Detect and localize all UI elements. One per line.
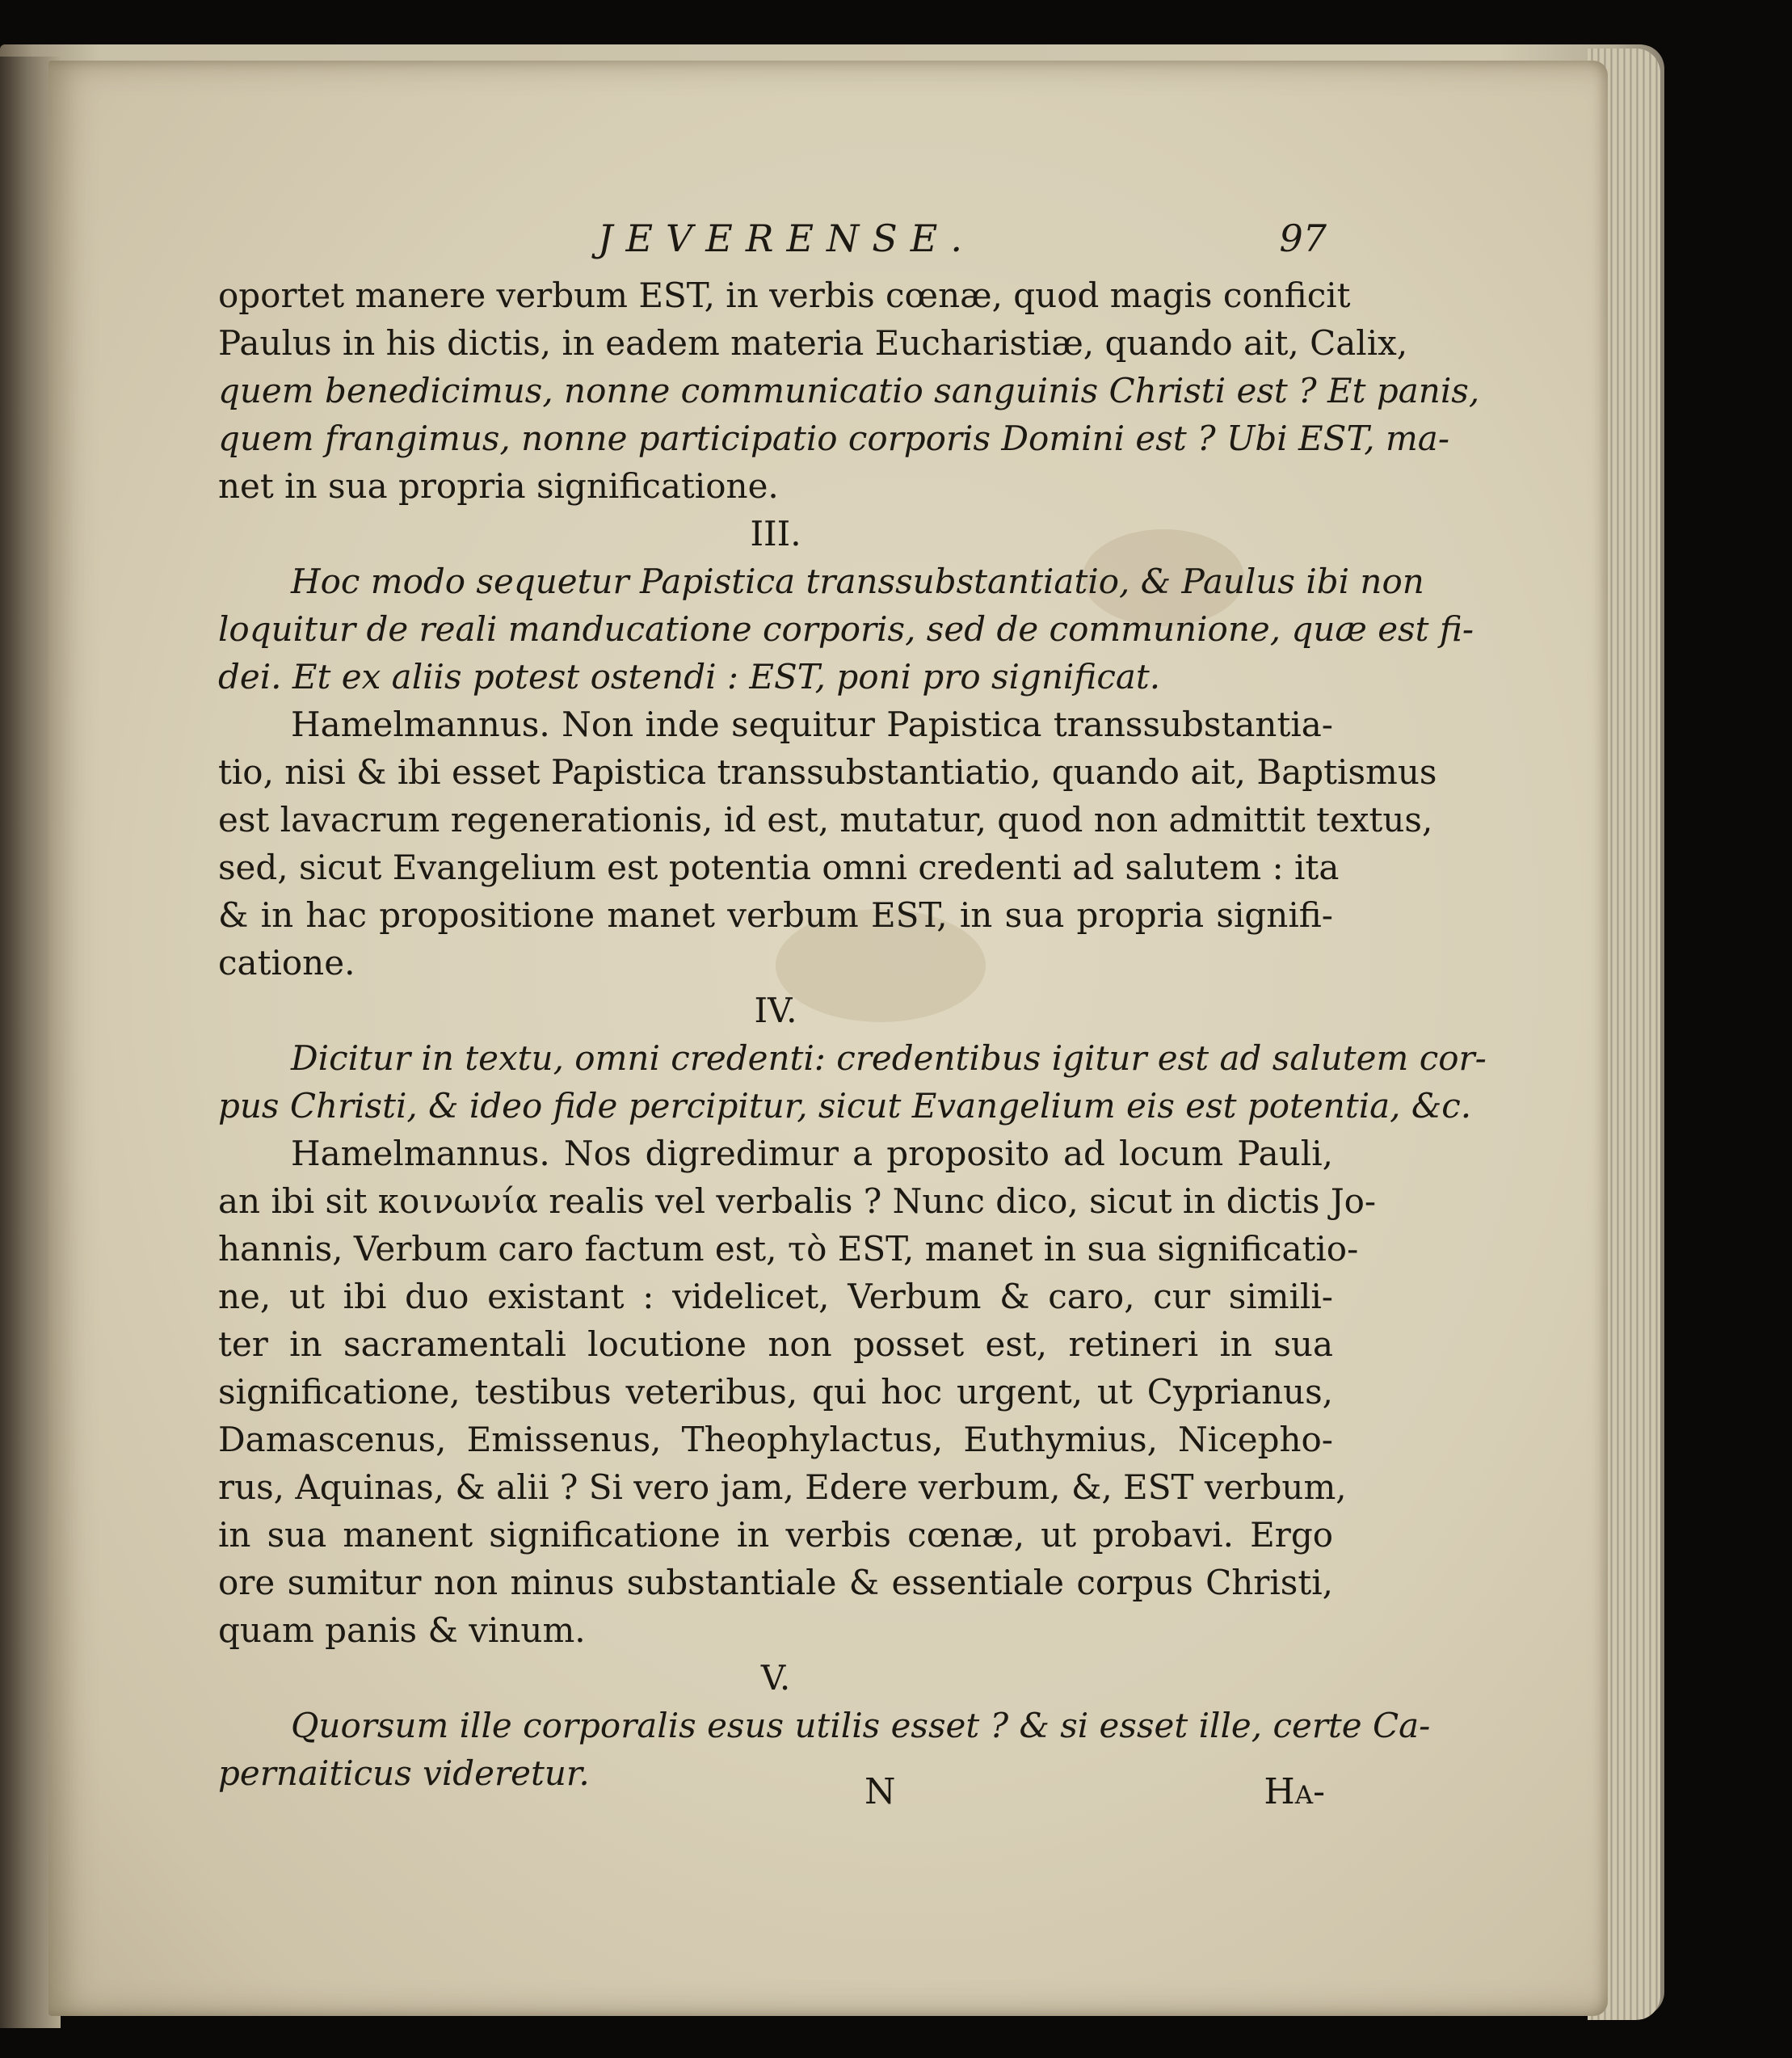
text-line: Hoc modo sequetur Papistica transsubstantiatio, & Paulus ibi non: [291, 562, 1424, 601]
section-heading-iv: IV.: [754, 991, 797, 1030]
text-line: ter in sacramentali locutione non posset est, retineri in sua: [218, 1324, 1333, 1364]
text-line: est lavacrum regenerationis, id est, mutatur, quod non admittit textus,: [218, 800, 1433, 840]
text-line: & in hac propositione manet verbum EST, in sua propria signifi-: [218, 895, 1333, 935]
page-footer: [218, 1771, 1333, 1820]
text-line: Hamelmannus. Nos digredimur a proposito ad locum Pauli,: [291, 1134, 1333, 1173]
text-line: ore sumitur non minus substantiale & essentiale corpus Christi,: [218, 1563, 1333, 1602]
text-line: Hamelmannus. Non inde sequitur Papistica transsubstantia-: [291, 705, 1333, 744]
text-line: Quorsum ille corporalis esus utilis esset ? & si esset ille, certe Ca-: [291, 1706, 1431, 1745]
text-line: quem frangimus, nonne participatio corporis Domini est ? Ubi EST, ma-: [218, 419, 1450, 458]
text-line: significatione, testibus veteribus, qui hoc urgent, ut Cyprianus,: [218, 1372, 1333, 1412]
catchword: Ha-: [1264, 1771, 1325, 1812]
text-line: pus Christi, & ideo fide percipitur, sicut Evangelium eis est potentia, &c.: [218, 1086, 1472, 1126]
text-line: net in sua propria significatione.: [218, 466, 779, 506]
text-line: loquitur de reali manducatione corporis, sed de communione, quæ est fi-: [218, 609, 1474, 649]
running-head: JEVERENSE.: [598, 217, 975, 260]
text-line: pernaiticus videretur.: [218, 1753, 590, 1793]
text-line: in sua manent significatione in verbis cœnæ, ut probavi. Ergo: [218, 1515, 1333, 1555]
text-line: sed, sicut Evangelium est potentia omni credenti ad salutem : ita: [218, 848, 1340, 887]
section-heading-iii: III.: [750, 514, 801, 553]
text-line: Dicitur in textu, omni credenti: credentibus igitur est ad salutem cor-: [291, 1038, 1487, 1078]
text-line: Damascenus, Emissenus, Theophylactus, Euthymius, Nicepho-: [218, 1420, 1333, 1459]
text-line: hannis, Verbum caro factum est, τὸ EST, manet in sua significatio-: [218, 1229, 1359, 1269]
text-line: ne, ut ibi duo existant : videlicet, Verbum & caro, cur simili-: [218, 1277, 1333, 1316]
text-line: quam panis & vinum.: [218, 1610, 586, 1650]
page-number: 97: [1279, 217, 1327, 260]
paragraph-1: [218, 271, 1480, 510]
text-line: dei. Et ex aliis potest ostendi : EST, poni pro significat.: [218, 657, 1161, 697]
signature-mark: N: [864, 1771, 896, 1812]
paragraph-4: [218, 1034, 1487, 1130]
page-header: [598, 217, 1341, 265]
text-line: an ibi sit κοινωνία realis vel verbalis ? Nunc dico, sicut in dictis Jo-: [218, 1181, 1377, 1221]
text-line: quem benedicimus, nonne communicatio sanguinis Christi est ? Et panis,: [218, 371, 1480, 410]
paragraph-5: [218, 1130, 1377, 1654]
text-line: rus, Aquinas, & alii ? Si vero jam, Edere verbum, &, EST verbum,: [218, 1467, 1347, 1507]
text-line: Paulus in his dictis, in eadem materia Eucharistiæ, quando ait, Calix,: [218, 323, 1408, 363]
paragraph-3: [218, 701, 1437, 987]
paragraph-2: [218, 558, 1474, 701]
text-line: oportet manere verbum EST, in verbis cœnæ, quod magis conficit: [218, 276, 1351, 315]
text-line: tio, nisi & ibi esset Papistica transsubstantiatio, quando ait, Baptismus: [218, 752, 1437, 792]
text-line: catione.: [218, 943, 355, 983]
page-body: [218, 271, 1487, 1797]
section-heading-v: V.: [760, 1658, 791, 1698]
